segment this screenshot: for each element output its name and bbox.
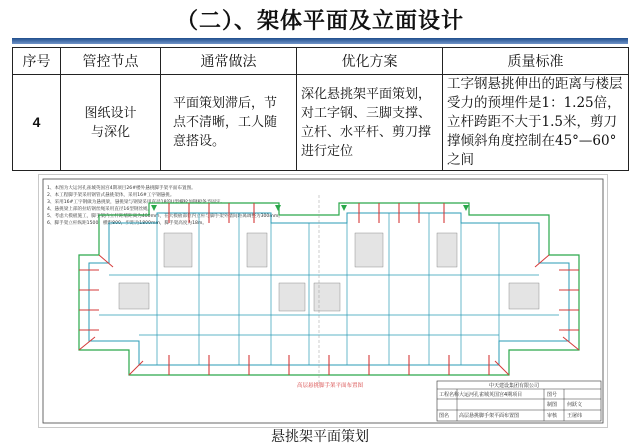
- title-underline: [12, 38, 628, 44]
- tb-designer-label: 审核: [547, 413, 558, 419]
- tb-project: 大运河孔雀城英国宫4期项目: [459, 392, 523, 398]
- drawing-caption: 悬挑架平面策划: [271, 429, 369, 445]
- tb-company: 中天建设集团有限公司: [489, 383, 540, 389]
- note-1: 1、本图为大运河孔雀城英国宫4期项目26#楼外悬挑脚手架平面布置图。: [47, 186, 196, 191]
- room-fills: [119, 233, 539, 311]
- note-3: 3、采用16#工字钢做为悬挑梁，悬挑梁与钢梁采用直径18的U型螺栓加钢板条予固定。: [47, 200, 226, 205]
- col-header-usual: 通常做法: [161, 48, 297, 75]
- cell-no: 4: [13, 75, 61, 171]
- plan-label: 高层悬挑脚手架平面布置图: [297, 383, 364, 389]
- tb-drawing-no-label: 图号: [547, 392, 558, 398]
- table-header-row: [13, 48, 629, 75]
- tb-drawing-name: 高层悬挑脚手架平面布置图: [459, 413, 520, 419]
- cell-standard: 工字钢悬挑伸出的距离与楼层受力的预埋件是1：1.25倍，立杆跨距不大于1.5米，剪刀撑倾斜角度控制在45°—60°之间: [443, 75, 629, 171]
- col-header-node: 管控节点: [61, 48, 161, 75]
- scaffold-plan-drawing: [38, 174, 608, 428]
- cell-usual: 平面策划滞后，节点不清晰，工人随意搭设。: [161, 75, 297, 171]
- col-header-no: 序号: [13, 48, 61, 75]
- tb-checker-label: 制图: [547, 402, 558, 408]
- note-4: 4、悬挑梁上部的拉结钢丝绳采用直径16型钢丝绳。: [47, 207, 153, 212]
- table-row: [13, 75, 629, 171]
- page-title: （二）、架体平面及立面设计: [175, 9, 464, 34]
- col-header-standard: 质量标准: [443, 48, 629, 75]
- note-2: 2、本工程脚手架采用钢管式悬挑架体，采用16#工字钢悬挑。: [47, 193, 175, 198]
- cell-node: 图纸设计与深化: [61, 75, 161, 171]
- tb-designer: 王屠纬: [567, 413, 583, 419]
- support-markers: [151, 205, 469, 211]
- control-table: [12, 47, 629, 171]
- tb-checker: 何跃文: [567, 402, 583, 408]
- drawing-notes: [47, 184, 283, 226]
- plan-svg: [39, 175, 607, 427]
- note-5: 5、考虑大模板施工，脚手架内立杆距墙距离为400mm，在大模板部位内立杆与脚手架外墙间距离调整为300mm。: [47, 214, 283, 219]
- tb-project-label: 工程名称: [439, 392, 460, 398]
- col-header-optimized: 优化方案: [297, 48, 443, 75]
- note-6: 6、脚手架立杆纵距1500，横距800，步距为1800mm，脚手架高度为18m。: [47, 221, 208, 226]
- cell-optimized: 深化悬挑架平面策划，对工字钢、三脚支撑、立杆、水平杆、剪刀撑进行定位: [297, 75, 443, 171]
- title-block: [437, 381, 601, 421]
- tb-drawing-name-label: 图名: [439, 413, 450, 419]
